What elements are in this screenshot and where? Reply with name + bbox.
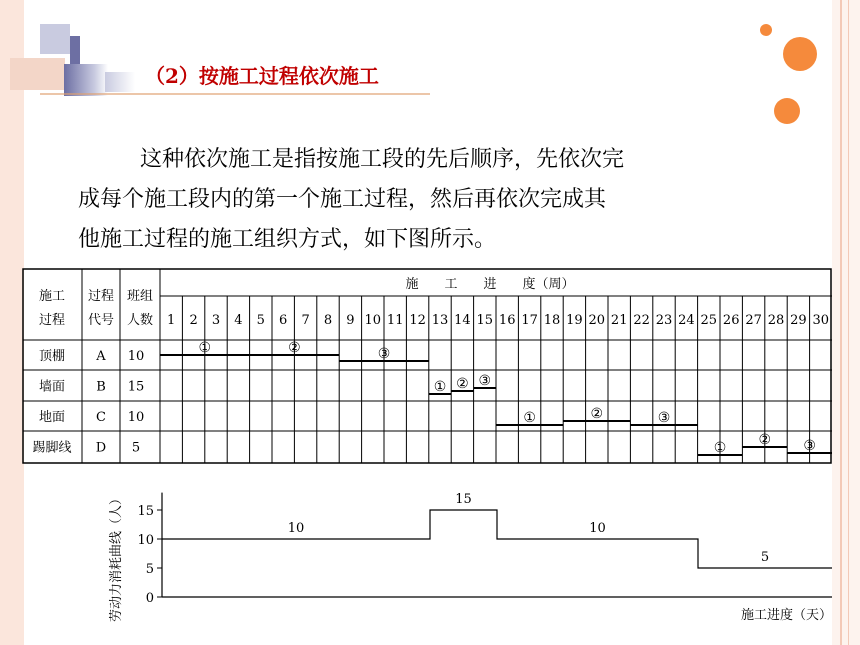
paragraph-line-2: 成每个施工段内的第一个施工过程，然后再依次完成其: [78, 187, 607, 212]
row-process-code: C: [96, 410, 106, 425]
week-number: 28: [767, 313, 785, 328]
y-tick-label: 0: [145, 591, 154, 606]
header-crew-size: 班组: [126, 289, 154, 304]
week-number: 24: [678, 313, 695, 328]
week-number: 25: [700, 313, 718, 328]
y-tick-label: 10: [137, 533, 154, 548]
row-process-code: B: [96, 379, 106, 395]
week-number: 9: [346, 313, 355, 328]
row-crew-size: 10: [127, 349, 145, 364]
week-number: 22: [633, 313, 650, 328]
header-crew-size: 人数: [126, 313, 154, 328]
week-number: 11: [386, 313, 404, 328]
header-process-name: 过程: [38, 313, 66, 328]
header-progress: 施 工 进 度（周）: [405, 277, 575, 292]
week-number: 19: [566, 313, 583, 328]
week-number: 21: [610, 313, 628, 328]
week-number: 10: [364, 313, 382, 328]
week-number: 16: [498, 313, 516, 328]
y-tick-label: 15: [137, 504, 154, 519]
body-paragraph: [78, 140, 778, 260]
y-tick-label: 5: [145, 562, 154, 577]
segment-label: ①: [198, 340, 212, 356]
labor-value-label: 10: [287, 521, 305, 536]
segment-label: ②: [590, 406, 604, 422]
decor-circle: [760, 24, 772, 36]
paragraph-line-3: 他施工过程的施工组织方式，如下图所示。: [78, 227, 497, 252]
row-process-name: 踢脚线: [32, 440, 72, 456]
week-number: 6: [279, 313, 288, 328]
week-number: 30: [812, 313, 830, 328]
row-process-code: A: [96, 349, 106, 364]
week-number: 5: [256, 313, 265, 328]
labor-value-label: 10: [589, 521, 606, 536]
row-process-code: D: [95, 440, 107, 456]
week-number: 4: [234, 313, 243, 328]
week-number: 3: [211, 313, 221, 328]
x-axis-label: 施工进度（天）: [740, 608, 832, 623]
segment-label: ③: [377, 346, 391, 362]
week-number: 20: [588, 313, 606, 328]
decor-circle: [774, 98, 800, 124]
header-process-code: 代号: [87, 313, 115, 328]
schedule-table: [22, 268, 834, 465]
segment-label: ②: [288, 340, 301, 356]
week-number: 27: [745, 313, 762, 328]
decor-square: [40, 24, 70, 54]
labor-value-label: 5: [760, 550, 770, 565]
header-process-code: 过程: [87, 289, 115, 304]
row-crew-size: 15: [127, 379, 145, 395]
right-decor-line: [840, 0, 842, 645]
week-number: 13: [431, 313, 449, 328]
header-process-name: 施工: [38, 289, 66, 304]
week-number: 17: [521, 313, 538, 328]
week-number: 15: [476, 313, 494, 328]
week-number: 1: [167, 313, 176, 328]
labor-step-line: [162, 510, 832, 568]
paragraph-line-1: 这种依次施工是指按施工段的先后顺序，先依次完: [140, 147, 625, 172]
row-crew-size: 5: [131, 440, 141, 456]
labor-curve-chart: [100, 475, 840, 640]
segment-label: ③: [803, 438, 816, 454]
week-number: 29: [790, 313, 807, 328]
week-number: 8: [323, 313, 333, 328]
decor-circle: [783, 37, 817, 71]
week-number: 14: [454, 313, 471, 328]
week-number: 12: [409, 313, 426, 328]
segment-label: ②: [456, 376, 469, 392]
segment-label: ①: [713, 440, 727, 456]
segment-label: ②: [758, 432, 772, 448]
right-decor-line-thin: [848, 0, 849, 645]
title-underline: [40, 93, 430, 95]
decor-square: [64, 64, 108, 96]
segment-label: ①: [523, 410, 536, 426]
segment-label: ③: [478, 373, 492, 389]
y-axis-label: 劳动力消耗曲线（人）: [109, 491, 124, 623]
week-number: 2: [189, 313, 198, 328]
segment-label: ③: [657, 410, 671, 426]
slide-title: （2）按施工过程依次施工: [145, 64, 379, 88]
row-crew-size: 10: [127, 410, 145, 425]
decor-square: [105, 72, 135, 92]
week-number: 7: [301, 313, 310, 328]
row-process-name: 地面: [38, 410, 66, 425]
labor-value-label: 15: [455, 492, 472, 507]
decor-square: [10, 58, 65, 90]
segment-label: ①: [433, 379, 447, 395]
week-number: 18: [543, 313, 561, 328]
row-process-name: 墙面: [38, 379, 66, 395]
row-process-name: 顶棚: [38, 349, 66, 364]
week-number: 23: [655, 313, 673, 328]
week-number: 26: [722, 313, 740, 328]
